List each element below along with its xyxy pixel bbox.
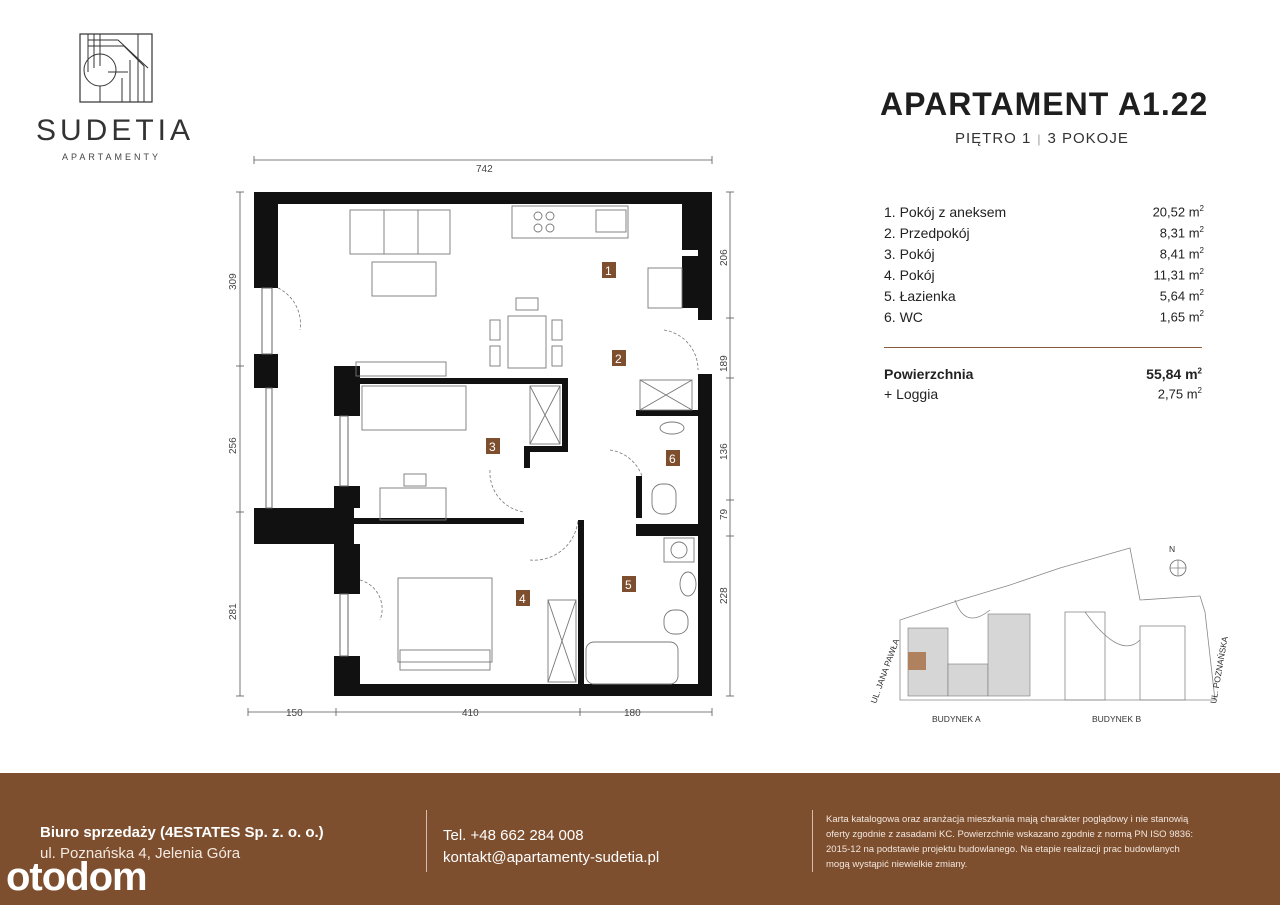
north-label: N [1169, 544, 1176, 554]
room-label: 6. WC [884, 309, 923, 325]
room-number-label: 4 [519, 592, 526, 606]
brand-tagline: APARTAMENTY [62, 152, 162, 162]
dim-right-5: 228 [719, 587, 730, 604]
room-area: 8,41 $m^2$ [1159, 246, 1204, 262]
phone-link[interactable]: Tel. +48 662 284 008 [443, 827, 584, 844]
room-label: 5. Łazienka [884, 288, 956, 304]
dim-top: 742 [476, 164, 493, 175]
footer-divider [426, 810, 427, 872]
loggia-row [884, 386, 1202, 402]
dim-left-2: 256 [228, 437, 239, 454]
room-row [884, 309, 1204, 329]
dim-right-1: 206 [719, 249, 730, 266]
apartment-location-marker [908, 652, 926, 670]
building-a-label: BUDYNEK A [932, 714, 981, 724]
street-right-label: UL. POZNAŃSKA [1208, 635, 1230, 705]
windows [262, 288, 348, 656]
sales-office-address: ul. Poznańska 4, Jelenia Góra [40, 845, 241, 862]
room-row [884, 204, 1204, 224]
room-row [884, 225, 1204, 245]
otodom-watermark: otodom [6, 855, 147, 899]
floor-plan [220, 150, 740, 730]
dim-right-4: 79 [719, 508, 730, 520]
rooms-count-label: 3 POKOJE [1047, 130, 1129, 147]
dim-bottom-1: 150 [286, 708, 303, 719]
dim-bottom-2: 410 [462, 708, 479, 719]
room-number-label: 1 [605, 264, 612, 278]
room-label: 2. Przedpokój [884, 225, 970, 241]
divider [884, 347, 1202, 348]
disclaimer-text: Karta katalogowa oraz aranżacja mieszkania mają charakter poglądowy i nie stanowią oferty zgodnie z zasadami KC. Powierzchnie wskazano zgodnie z normą PN ISO 9836: 2015-12 na podstawie projektu budowlanego. Na etapie realizacji prac budowlanych mogą wystąpić niewielkie zmiany. [826, 814, 1193, 870]
room-area: 1,65 $m^2$ [1159, 309, 1204, 325]
apartment-title: APARTAMENT A1.22 [880, 86, 1209, 122]
site-map [852, 536, 1232, 740]
total-area-value: 55,84 $m^2$ [1146, 366, 1202, 382]
sales-office-name: Biuro sprzedaży (4ESTATES Sp. z. o. o.) [40, 824, 324, 841]
dim-left-3: 281 [228, 603, 239, 620]
total-area-label: Powierzchnia [884, 366, 974, 382]
room-row [884, 288, 1204, 308]
footer-divider [812, 810, 813, 872]
room-number-label: 2 [615, 352, 622, 366]
room-area: 11,31 $m^2$ [1153, 267, 1204, 283]
sudetia-logo-icon [78, 32, 156, 104]
room-label: 1. Pokój z aneksem [884, 204, 1007, 220]
room-label: 4. Pokój [884, 267, 935, 283]
dim-left-1: 309 [228, 273, 239, 290]
walls [254, 192, 712, 696]
room-number-label: 6 [669, 452, 676, 466]
loggia-value: 2,75 $m^2$ [1157, 386, 1202, 402]
loggia-label: + Loggia [884, 386, 939, 402]
room-area: 20,52 $m^2$ [1152, 204, 1204, 220]
room-row [884, 267, 1204, 287]
room-area: 8,31 $m^2$ [1159, 225, 1204, 241]
dim-bottom-3: 180 [624, 708, 641, 719]
brand-name: SUDETIA [36, 114, 195, 147]
dim-right-2: 189 [719, 355, 730, 372]
floor-label: PIĘTRO 1 [955, 130, 1032, 147]
room-number-label: 3 [489, 440, 496, 454]
total-area-row [884, 366, 1202, 382]
room-area: 5,64 $m^2$ [1159, 288, 1204, 304]
room-row [884, 246, 1204, 266]
dimension-lines [236, 156, 734, 716]
separator: | [1037, 132, 1042, 146]
dim-right-3: 136 [719, 443, 730, 460]
room-label: 3. Pokój [884, 246, 935, 262]
building-b-label: BUDYNEK B [1092, 714, 1142, 724]
furniture [350, 206, 696, 684]
street-left-label: UL. JANA PAWŁA [868, 637, 902, 705]
room-number-label: 5 [625, 578, 632, 592]
apartment-subtitle [955, 130, 1129, 147]
email-link[interactable]: kontakt@apartamenty-sudetia.pl [443, 849, 660, 866]
